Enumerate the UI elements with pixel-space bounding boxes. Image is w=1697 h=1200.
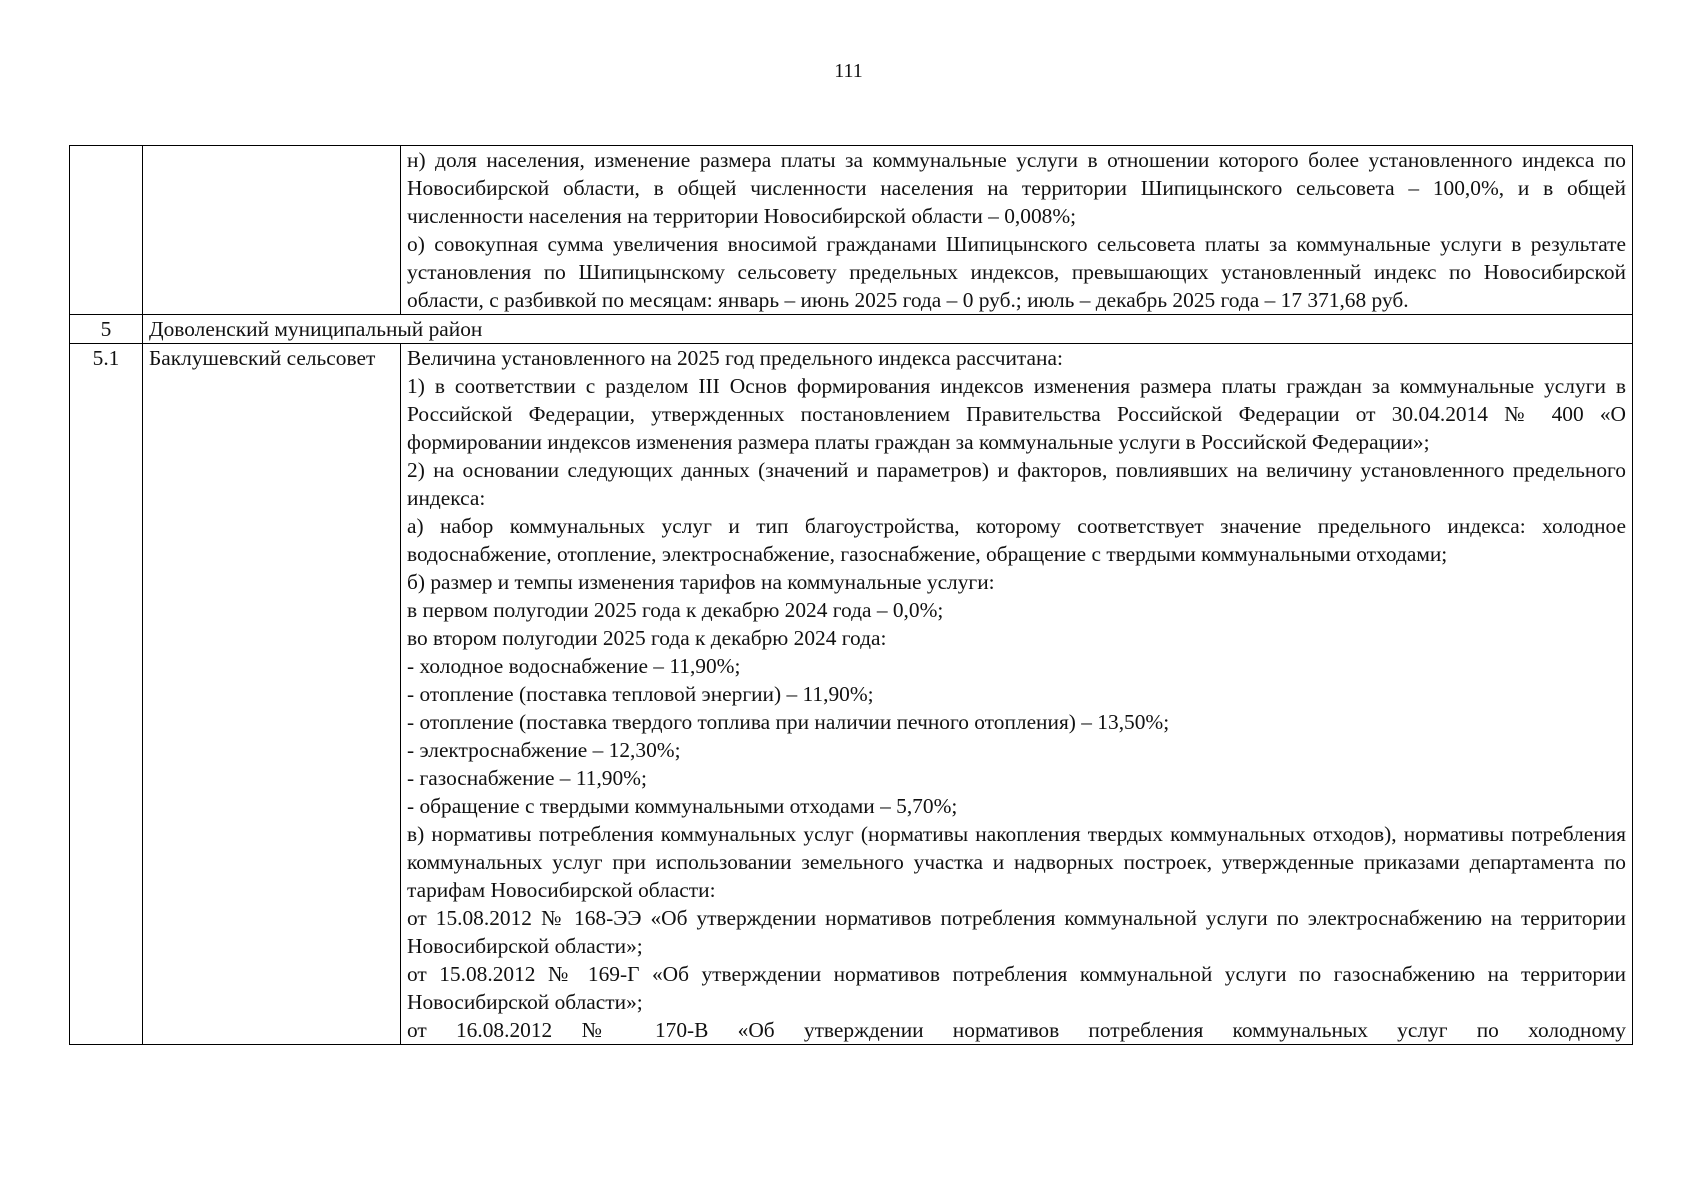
table-row	[70, 344, 1633, 1045]
index-table	[69, 145, 1633, 1045]
table-row-district	[70, 315, 1633, 344]
list-item: - отопление (поставка тепловой энергии) – 11,90%;	[407, 682, 874, 706]
paragraph: б) размер и темпы изменения тарифов на коммунальные услуги:	[407, 570, 995, 594]
paragraph: от 15.08.2012 № 169-Г «Об утверждении нормативов потребления коммунальной услуги по газоснабжению на территории Новосибирской области»;	[407, 962, 1626, 1014]
row-number-cell: 5	[70, 315, 143, 344]
district-title: Доволенский муниципальный район	[143, 315, 1633, 344]
paragraph: от 15.08.2012 № 168-ЭЭ «Об утверждении нормативов потребления коммунальной услуги по электроснабжению на территории Новосибирской области»;	[407, 906, 1626, 958]
paragraph: 1) в соответствии с разделом III Основ формирования индексов изменения размера платы граждан за коммунальные услуги в Российской Федерации, утвержденных постановлением Правительства Российской Федерации от 30.04.2014 № 400 «О формировании индексов изменения размера платы граждан за коммунальные услуги в Российской Федерации»;	[407, 374, 1626, 454]
description-cell	[401, 344, 1633, 1045]
paragraph: н) доля населения, изменение размера платы за коммунальные услуги в отношении которого более установленного индекса по Новосибирской области, в общей численности населения на территории Шипицынского сельсовета – 100,0%, и в общей численности населения на территории Новосибирской области – 0,008%;	[407, 148, 1626, 228]
description-cell	[401, 146, 1633, 315]
list-item: - обращение с твердыми коммунальными отходами – 5,70%;	[407, 794, 958, 818]
list-item: - холодное водоснабжение – 11,90%;	[407, 654, 741, 678]
municipality-name-cell: Баклушевский сельсовет	[143, 344, 401, 1045]
page-number: 111	[834, 60, 863, 82]
paragraph: а) набор коммунальных услуг и тип благоустройства, которому соответствует значение предельного индекса: холодное водоснабжение, отопление, электроснабжение, газоснабжение, обращение с твердыми коммунальными отходами;	[407, 514, 1626, 566]
list-item: - газоснабжение – 11,90%;	[407, 766, 647, 790]
paragraph: о) совокупная сумма увеличения вносимой гражданами Шипицынского сельсовета платы за коммунальные услуги в результате установления по Шипицынскому сельсовету предельных индексов, превышающих установленный индекс по Новосибирской области, с разбивкой по месяцам: январь – июнь 2025 года – 0 руб.; июль – декабрь 2025 года – 17 371,68 руб.	[407, 232, 1626, 312]
table-row	[70, 146, 1633, 315]
paragraph: в) нормативы потребления коммунальных услуг (нормативы накопления твердых коммунальных отходов), нормативы потребления коммунальных услуг при использовании земельного участка и надворных построек, утвержденные приказами департамента по тарифам Новосибирской области:	[407, 822, 1626, 902]
paragraph: в первом полугодии 2025 года к декабрю 2024 года – 0,0%;	[407, 598, 944, 622]
paragraph: Величина установленного на 2025 год предельного индекса рассчитана:	[407, 346, 1063, 370]
paragraph: во втором полугодии 2025 года к декабрю 2024 года:	[407, 626, 887, 650]
municipality-name-cell	[143, 146, 401, 315]
row-number-cell: 5.1	[70, 344, 143, 1045]
paragraph: от 16.08.2012 № 170-В «Об утверждении нормативов потребления коммунальных услуг по холодному	[407, 1018, 1626, 1042]
list-item: - электроснабжение – 12,30%;	[407, 738, 681, 762]
list-item: - отопление (поставка твердого топлива при наличии печного отопления) – 13,50%;	[407, 710, 1170, 734]
row-number-cell	[70, 146, 143, 315]
paragraph: 2) на основании следующих данных (значений и параметров) и факторов, повлиявших на величину установленного предельного индекса:	[407, 458, 1626, 510]
